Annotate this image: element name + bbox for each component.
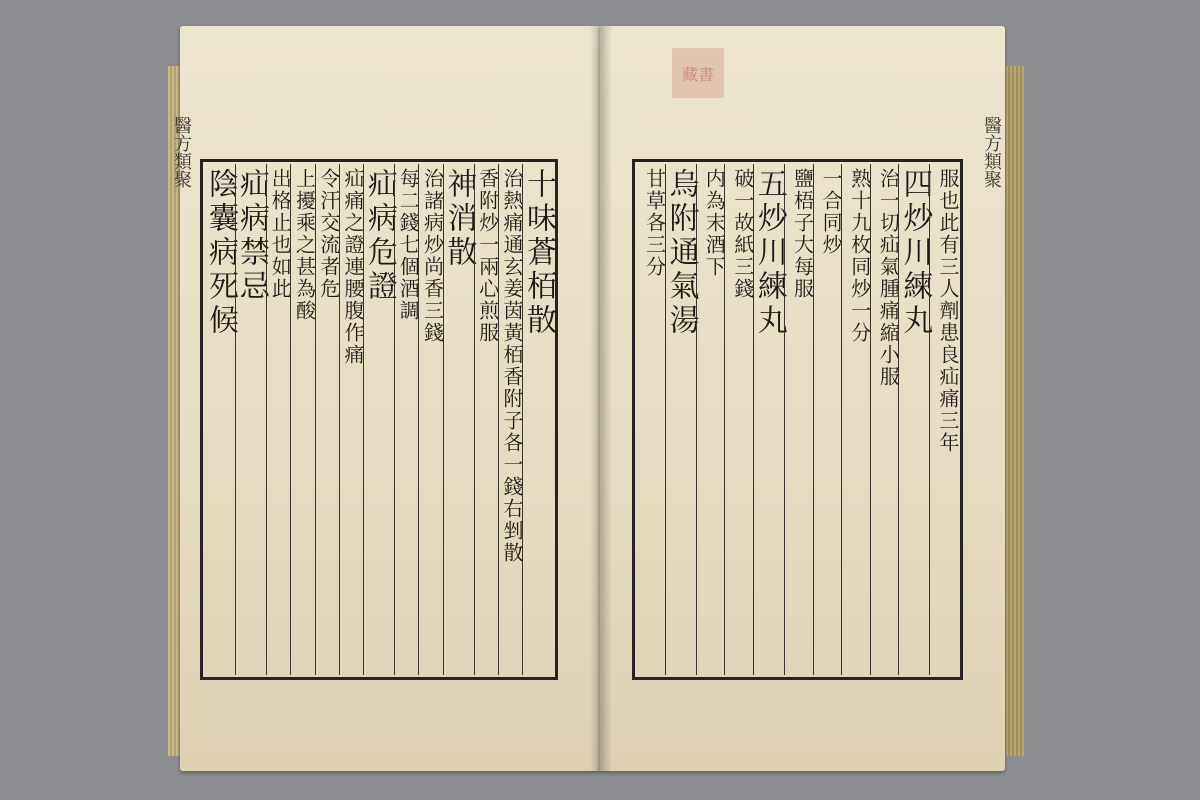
left-page-ear: 醫方類聚	[171, 116, 192, 188]
left-columns	[203, 164, 556, 675]
right-text-frame	[632, 159, 963, 680]
right-columns	[637, 164, 958, 675]
heading-column: 陰囊病死候	[203, 168, 238, 338]
text-column: 鹽梧子大每服	[784, 164, 813, 675]
text-column: 一合同炒	[813, 164, 842, 675]
heading-column: 疝病危證	[363, 164, 394, 675]
page-edge-right	[1002, 66, 1024, 756]
text-column: 疝痛之證連腰腹作痛	[339, 164, 363, 675]
text-column: 每二錢七個酒調	[394, 164, 418, 675]
heading-column: 神消散	[443, 164, 474, 675]
open-book	[172, 26, 1022, 786]
text-column: 治一切疝氣腫痛縮小服	[870, 164, 899, 675]
text-column: 治諸病炒尚香三錢	[418, 164, 442, 675]
text-column: 甘草各三分	[642, 168, 667, 278]
heading-column: 四炒川練丸	[898, 164, 929, 675]
heading-column: 烏附通氣湯	[665, 164, 696, 675]
text-column: 破一故紙三錢	[724, 164, 753, 675]
left-text-frame	[200, 159, 558, 680]
text-column: 出格止也如此	[266, 164, 290, 675]
text-column: 上擾乘之甚為酸	[290, 164, 314, 675]
text-column: 香附炒一兩心煎服	[474, 164, 498, 675]
text-column: 熟十九枚同炒一分	[841, 164, 870, 675]
heading-column: 十味蒼栢散	[522, 164, 553, 675]
heading-column: 五炒川練丸	[753, 164, 784, 675]
text-column: 服也此有三人劑患良疝痛三年	[929, 164, 958, 675]
book-gutter	[590, 26, 612, 771]
text-column: 内為末酒下	[696, 164, 725, 675]
heading-column: 疝病禁忌	[235, 164, 266, 675]
text-column: 治熱痛通玄姜茵黃栢香附子各一錢右剉散	[498, 164, 522, 675]
right-page-ear: 醫方類聚	[981, 116, 1002, 188]
text-column: 令汗交流者危	[315, 164, 339, 675]
ownership-stamp: 藏書	[672, 48, 724, 98]
